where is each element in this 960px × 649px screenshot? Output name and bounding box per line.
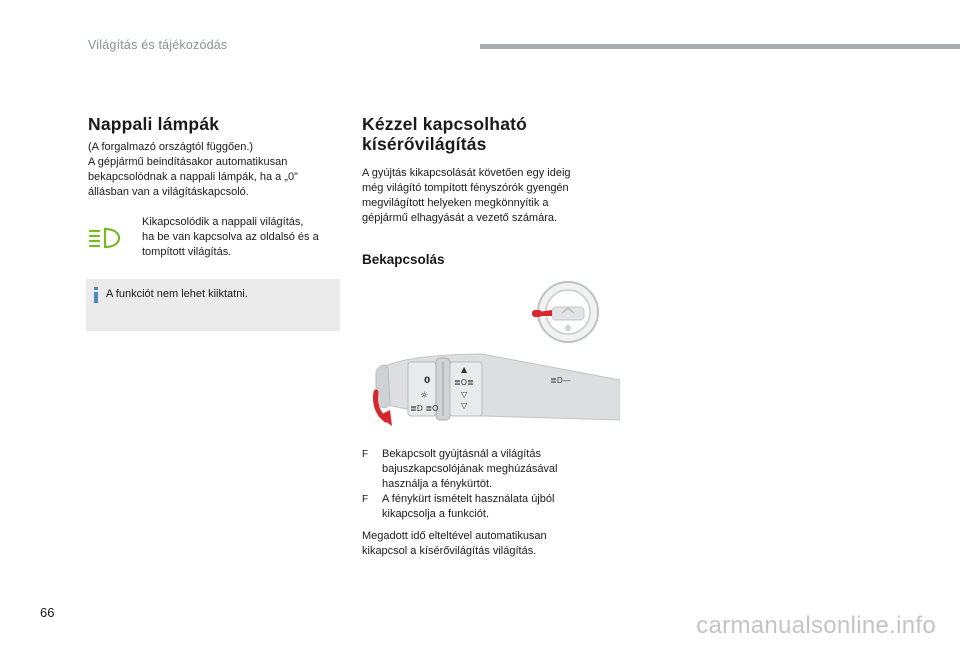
- text-line: A fénykürt ismételt használata újból: [382, 493, 555, 505]
- header-bar: [480, 44, 960, 49]
- section-title-daytime-lights: Nappali lámpák: [88, 114, 220, 134]
- subsection-title-activation: Bekapcsolás: [362, 252, 445, 267]
- light-stalk-illustration: [362, 280, 620, 432]
- watermark: carmanualsonline.info: [696, 612, 936, 639]
- title-line: Kézzel kapcsolható: [362, 114, 528, 134]
- info-box: [86, 279, 340, 331]
- text-line: A gyújtás kikapcsolását követően egy ideig: [362, 167, 571, 179]
- instruction-list: [362, 447, 618, 559]
- text-line: Kikapcsolódik a nappali világítás,: [142, 216, 304, 228]
- text-line: használja a fénykürtöt.: [382, 478, 493, 490]
- text-line: kikapcsolja a funkciót.: [382, 508, 489, 520]
- switch-label-side: ☼: [420, 391, 429, 401]
- title-line: kísérővilágítás: [362, 134, 487, 154]
- info-icon: [92, 287, 100, 308]
- daytime-lights-text: [88, 140, 340, 200]
- text-line: gépjármű elhagyását a vezető számára.: [362, 212, 558, 224]
- text-line: Bekapcsolt gyújtásnál a világítás: [382, 448, 541, 460]
- bullet-marker: F: [362, 494, 369, 505]
- high-beam-symbol: ≣D—: [550, 376, 571, 385]
- info-text: A funkciót nem lehet kiiktatni.: [106, 288, 248, 300]
- text-line: még világító tompított fényszórók gyengén: [362, 182, 569, 194]
- switch-label-off: 0: [424, 376, 431, 386]
- bullet-text: [382, 447, 618, 492]
- bullet-text: [382, 492, 618, 522]
- daytime-running-light-icon: [88, 215, 142, 261]
- text-line: bekapcsolódnak a nappali lámpák, ha a „0”: [88, 171, 298, 183]
- page-number: 66: [40, 605, 55, 620]
- text-line: tompított világítás.: [142, 246, 232, 258]
- text-line: állásban van a világításkapcsoló.: [88, 186, 249, 198]
- svg-text:▽: ▽: [461, 390, 468, 399]
- light-switch-stalk: [376, 354, 620, 420]
- chapter-header: Világítás és tájékozódás: [88, 38, 228, 52]
- icon-note-text: [142, 215, 338, 260]
- list-item: [362, 492, 618, 522]
- text-line: megvilágított helyeken megkönnyítik a: [362, 197, 549, 209]
- svg-text:▲: ▲: [461, 365, 468, 374]
- left-column: [88, 114, 340, 331]
- text-line: bajuszkapcsolójának meghúzásával: [382, 463, 558, 475]
- svg-text:▽: ▽: [461, 401, 468, 410]
- switch-label-fog: ≣O≣: [454, 378, 474, 387]
- switch-label-low-beam: ≣D ≣O: [410, 404, 439, 413]
- text-line: kikapcsol a kísérővilágítás világítás.: [362, 545, 537, 557]
- bullet-marker: F: [362, 449, 369, 460]
- list-item: [362, 447, 618, 492]
- section-title-follow-me-lights: [362, 114, 618, 154]
- text-line: (A forgalmazó országtól függően.): [88, 141, 254, 153]
- right-column: [362, 114, 618, 267]
- icon-note: [88, 215, 340, 261]
- text-line: ha be van kapcsolva az oldalsó és a: [142, 231, 319, 243]
- follow-me-intro: [362, 166, 618, 226]
- text-line: Megadott idő elteltével automatikusan: [362, 530, 547, 542]
- text-line: A gépjármű beindításakor automatikusan: [88, 156, 288, 168]
- closing-text: [362, 529, 618, 559]
